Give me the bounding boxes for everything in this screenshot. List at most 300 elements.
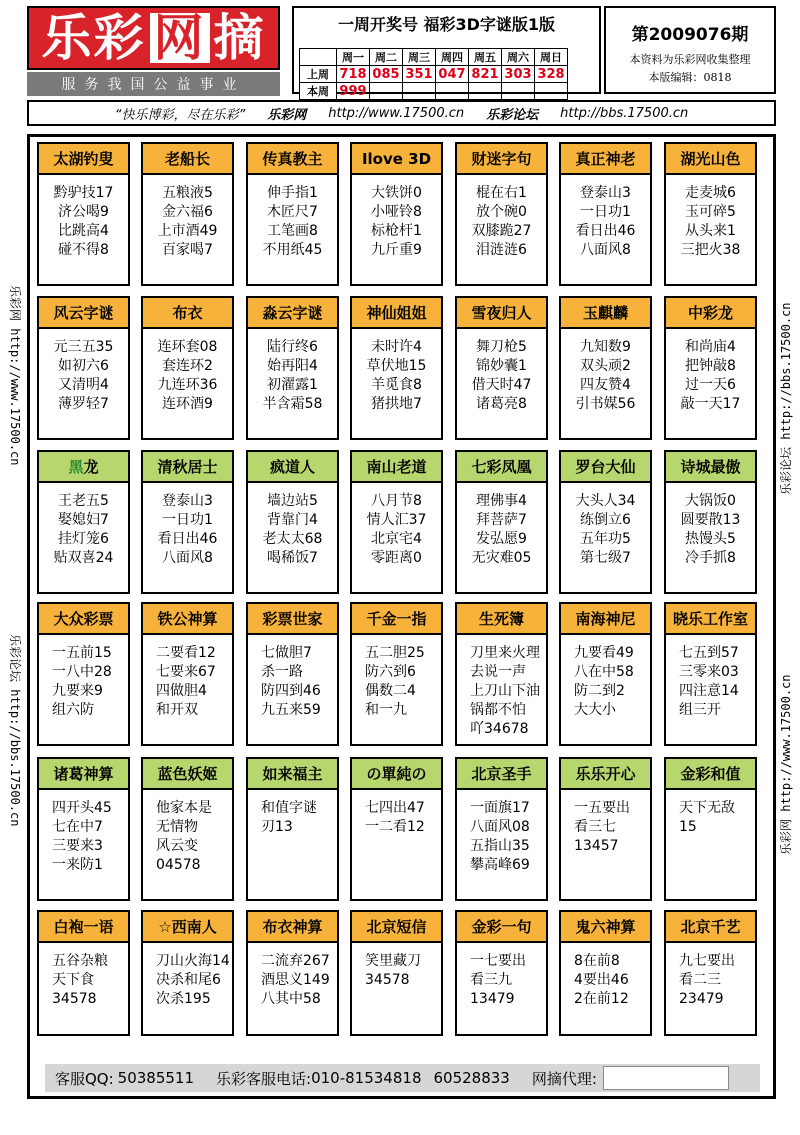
draw-header-row	[300, 49, 568, 66]
tip-line: 锦妙囊1	[476, 358, 527, 374]
tip-line: 背靠门4	[267, 512, 318, 528]
tip-cell	[455, 757, 548, 901]
tip-cell	[246, 910, 339, 1036]
tip-author: 风云字谜	[39, 298, 128, 329]
tip-line: 放个碗0	[476, 204, 527, 220]
tip-line: 喝稀饭7	[267, 550, 318, 566]
tip-cell	[559, 142, 652, 286]
day-header: 周五	[469, 49, 502, 66]
tip-line: 八在中58	[574, 664, 634, 680]
tip-line: 无灾难05	[471, 550, 532, 566]
tip-line: 五年功5	[580, 531, 631, 547]
tip-line: 风云变	[156, 838, 198, 854]
tip-cell	[37, 910, 130, 1036]
tip-line: 四注意14	[679, 683, 739, 699]
tip-line: 热馒头5	[685, 531, 736, 547]
tip-author: ☆西南人	[143, 912, 232, 943]
tip-lines	[39, 329, 128, 414]
tip-line: 理佛事4	[476, 493, 527, 509]
tip-line: 零距离0	[371, 550, 422, 566]
tip-lines	[666, 790, 755, 837]
tip-author: 北京千艺	[666, 912, 755, 943]
tip-line: 元三五35	[53, 339, 114, 355]
agent-label: 网摘代理:	[531, 1069, 597, 1088]
tip-author: 诗城最傲	[666, 452, 755, 483]
tip-line: 贴双喜24	[53, 550, 114, 566]
day-header: 周一	[337, 49, 370, 66]
issue-box	[604, 6, 776, 94]
tip-author: 彩票世家	[248, 604, 337, 635]
tip-line: 九要来9	[52, 683, 103, 699]
tip-author: 神仙姐姐	[352, 298, 441, 329]
tip-lines	[143, 329, 232, 414]
tip-author: 清秋居士	[143, 452, 232, 483]
tip-line: 草伏地15	[366, 358, 427, 374]
tip-lines	[352, 329, 441, 414]
tip-line: 看三七	[574, 819, 616, 835]
draw-number: 718	[337, 66, 370, 83]
tip-line: 上市酒49	[157, 223, 218, 239]
tip-line: 九知数9	[580, 339, 631, 355]
tip-line: 大铁饼0	[371, 185, 422, 201]
tip-lines	[666, 943, 755, 1009]
tip-cell	[37, 142, 130, 286]
tip-lines	[248, 790, 337, 837]
tip-lines	[143, 483, 232, 568]
tip-cell	[664, 602, 757, 746]
tip-line: 连环套08	[157, 339, 218, 355]
tip-line: 八面风08	[470, 819, 530, 835]
tip-line: 无情物	[156, 819, 198, 835]
row-label-last-week: 上周	[300, 66, 337, 83]
tip-author: の單純の	[352, 759, 441, 790]
tip-line: 一二看12	[365, 819, 425, 835]
tip-line: 又清明4	[58, 377, 109, 393]
corner-cell	[300, 49, 337, 66]
tip-line: 刀里来火理	[470, 645, 540, 661]
tip-lines	[352, 943, 441, 990]
tip-line: 一面旗17	[470, 800, 530, 816]
tip-lines	[457, 635, 546, 739]
tip-line: 和一九	[365, 702, 407, 718]
tip-lines	[561, 483, 650, 568]
tip-line: 一五前15	[52, 645, 112, 661]
tip-lines	[143, 790, 232, 875]
tip-line: 组六防	[52, 702, 94, 718]
tip-cell	[350, 757, 443, 901]
draw-number: 821	[469, 66, 502, 83]
tip-line: 五指山35	[470, 838, 530, 854]
tip-line: 4要出46	[574, 972, 629, 988]
tip-lines	[666, 175, 755, 260]
url-bar	[27, 100, 776, 126]
last-week-row	[300, 66, 568, 83]
tip-cell	[350, 450, 443, 594]
qq-number: 50385511	[117, 1069, 195, 1087]
tip-lines	[457, 483, 546, 568]
tip-line: 吖34678	[470, 721, 529, 737]
tip-cell	[141, 142, 234, 286]
tip-line: 15	[679, 819, 697, 835]
tip-line: 刃13	[261, 819, 293, 835]
tip-author: 白袍一语	[39, 912, 128, 943]
tip-author: 晓乐工作室	[666, 604, 755, 635]
tip-cell	[141, 757, 234, 901]
tip-line: 木匠尺7	[267, 204, 318, 220]
tip-lines	[39, 175, 128, 260]
tip-line: 二流弃267	[261, 953, 330, 969]
draw-number	[469, 83, 502, 100]
tip-line: 金六福6	[162, 204, 213, 220]
tip-line: 上刀山下油	[470, 683, 540, 699]
tip-line: 防二到2	[574, 683, 625, 699]
tip-author	[39, 452, 128, 483]
tip-cell	[664, 910, 757, 1036]
logo-char-3: 网	[148, 11, 212, 65]
tip-line: 九连环36	[157, 377, 218, 393]
tip-lines	[143, 635, 232, 720]
tip-author: 疯道人	[248, 452, 337, 483]
tip-lines	[561, 943, 650, 1009]
tip-lines	[352, 483, 441, 568]
draw-number: 999	[337, 83, 370, 100]
draw-number: 303	[502, 66, 535, 83]
tip-line: 二要看12	[156, 645, 216, 661]
tip-line: 决杀和尾6	[156, 972, 221, 988]
tip-line: 防六到6	[365, 664, 416, 680]
tip-line: 练倒立6	[580, 512, 631, 528]
tip-line: 五谷杂粮	[52, 953, 108, 969]
tip-cell	[455, 142, 548, 286]
source-note: 本资料为乐彩网收集整理	[629, 53, 751, 66]
tip-cell	[350, 142, 443, 286]
site-link[interactable]: http://www.17500.cn	[328, 105, 465, 121]
tip-line: 大大小	[574, 702, 616, 718]
tip-line: 九七要出	[679, 953, 735, 969]
phone-label: 乐彩客服电话:	[216, 1069, 312, 1088]
tip-cell	[141, 450, 234, 594]
draw-number: 085	[370, 66, 403, 83]
tip-cell	[455, 602, 548, 746]
draw-number	[502, 83, 535, 100]
phone-number-2: 60528833	[433, 1069, 510, 1087]
tip-line: 和值字谜	[261, 800, 317, 816]
tip-cell	[37, 757, 130, 901]
tip-lines	[143, 175, 232, 260]
tip-line: 锅都不怕	[470, 702, 526, 718]
footer-bar	[45, 1064, 760, 1092]
logo-char-2: 彩	[93, 8, 146, 67]
tip-cell	[664, 142, 757, 286]
tip-line: 济公喝9	[58, 204, 109, 220]
tip-lines	[561, 790, 650, 856]
draw-number	[436, 83, 469, 100]
tip-line: 九要看49	[574, 645, 634, 661]
tip-author: 玉麒麟	[561, 298, 650, 329]
tip-line: 04578	[156, 857, 201, 873]
tip-line: 大锅饭0	[685, 493, 736, 509]
tip-line: 伸手指1	[267, 185, 318, 201]
tip-author: 湖光山色	[666, 144, 755, 175]
tip-line: 看日出46	[157, 531, 218, 547]
tip-line: 13457	[574, 838, 619, 854]
day-header: 周二	[370, 49, 403, 66]
tip-cell	[559, 757, 652, 901]
logo-char-4: 摘	[213, 8, 266, 67]
side-text-right-bottom: 乐彩网 http://www.17500.cn	[779, 674, 793, 855]
tip-line: 百家喝7	[162, 242, 213, 258]
tip-lines	[248, 943, 337, 1009]
tip-author: 乐乐开心	[561, 759, 650, 790]
tip-cell	[350, 910, 443, 1036]
draw-number: 328	[535, 66, 568, 83]
row-label-this-week: 本周	[300, 83, 337, 100]
tip-line: 七做胆7	[261, 645, 312, 661]
tip-cell	[664, 296, 757, 440]
day-header: 周四	[436, 49, 469, 66]
tip-author: 南海神尼	[561, 604, 650, 635]
tip-line: 九五来59	[261, 702, 321, 718]
tip-cell	[664, 757, 757, 901]
tip-line: 34578	[365, 972, 410, 988]
tip-author: 传真教主	[248, 144, 337, 175]
tip-line: 34578	[52, 991, 97, 1007]
tip-line: 四开头45	[52, 800, 112, 816]
tip-line: 羊觅食8	[371, 377, 422, 393]
site-label: 乐彩网	[267, 107, 307, 123]
draw-number	[403, 83, 436, 100]
tip-line: 棍在右1	[476, 185, 527, 201]
tip-lines	[248, 635, 337, 720]
tip-line: 标枪杆1	[371, 223, 422, 239]
tip-line: 和尚庙4	[685, 339, 736, 355]
tip-lines	[352, 635, 441, 720]
tip-author: 鬼六神算	[561, 912, 650, 943]
tip-line: 四做胆4	[156, 683, 207, 699]
day-header: 周三	[403, 49, 436, 66]
tip-line: 登泰山3	[162, 493, 213, 509]
forum-label: 乐彩论坛	[486, 107, 539, 123]
tip-line: 一五要出	[574, 800, 630, 816]
tip-lines	[457, 790, 546, 875]
tip-author: 生死簿	[457, 604, 546, 635]
tip-cell	[455, 450, 548, 594]
tip-lines	[457, 943, 546, 1009]
tip-line: 九斤重9	[371, 242, 422, 258]
draw-number: 351	[403, 66, 436, 83]
tip-cell	[559, 296, 652, 440]
tip-line: 陆行终6	[267, 339, 318, 355]
tip-line: 始再阳4	[267, 358, 318, 374]
tip-line: 舞刀枪5	[476, 339, 527, 355]
tip-line: 猪拱地7	[371, 396, 422, 412]
tip-line: 未时许4	[371, 339, 422, 355]
draw-number: 047	[436, 66, 469, 83]
tip-line: 五粮液5	[162, 185, 213, 201]
tip-lines	[561, 175, 650, 260]
tip-line: 挂灯笼6	[58, 531, 109, 547]
tip-line: 从头来1	[685, 223, 736, 239]
logo	[27, 6, 280, 70]
tip-line: 双膝跪27	[471, 223, 532, 239]
tip-line: 薄罗轻7	[58, 396, 109, 412]
tip-line: 三把火38	[680, 242, 741, 258]
tip-line: 13479	[470, 991, 515, 1007]
tip-line: 看三九	[470, 972, 512, 988]
tip-author: Ilove 3D	[352, 144, 441, 175]
tip-line: 拜菩萨7	[476, 512, 527, 528]
tip-author: 雪夜归人	[457, 298, 546, 329]
tip-lines	[143, 943, 232, 1009]
tip-line: 不用纸45	[262, 242, 323, 258]
side-text-left-top: 乐彩网 http://www.17500.cn	[8, 285, 22, 466]
tip-line: 七要来67	[156, 664, 216, 680]
tip-line: 过一天6	[685, 377, 736, 393]
tip-cell	[37, 450, 130, 594]
tip-author-part: 黑	[68, 458, 84, 476]
tip-line: 第七级7	[580, 550, 631, 566]
tip-line: 老太太68	[262, 531, 323, 547]
tip-line: 一日功1	[162, 512, 213, 528]
tip-lines	[666, 635, 755, 720]
tip-line: 走麦城6	[685, 185, 736, 201]
tip-line: 杀一路	[261, 664, 303, 680]
tip-cell	[37, 296, 130, 440]
tip-cell	[246, 757, 339, 901]
tip-author-part: 龙	[83, 458, 99, 476]
tip-cell	[246, 450, 339, 594]
tip-author: 南山老道	[352, 452, 441, 483]
tip-author: 罗台大仙	[561, 452, 650, 483]
tip-lines	[248, 483, 337, 568]
tip-line: 一来防1	[52, 857, 103, 873]
tip-author: 布衣	[143, 298, 232, 329]
logo-char-1: 乐	[41, 8, 94, 67]
tip-author: 老船长	[143, 144, 232, 175]
tip-cell	[455, 910, 548, 1036]
day-header: 周六	[502, 49, 535, 66]
tip-author: 诸葛神算	[39, 759, 128, 790]
tip-line: 八面风8	[162, 550, 213, 566]
tip-line: 娶媳妇7	[58, 512, 109, 528]
issue-number: 第2009076期	[631, 25, 749, 45]
tip-line: 八面风8	[580, 242, 631, 258]
tip-line: 偶数二4	[365, 683, 416, 699]
tip-cell	[141, 296, 234, 440]
tip-lines	[561, 635, 650, 720]
tip-line: 8在前8	[574, 953, 620, 969]
tip-lines	[39, 483, 128, 568]
day-header: 周日	[535, 49, 568, 66]
tip-line: 敲一天17	[680, 396, 741, 412]
draw-number	[535, 83, 568, 100]
tip-author: 七彩凤凰	[457, 452, 546, 483]
tip-line: 借天时47	[471, 377, 532, 393]
tip-line: 七四出47	[365, 800, 425, 816]
tip-lines	[248, 329, 337, 414]
side-text-right-top: 乐彩论坛 http://bbs.17500.cn	[779, 302, 793, 495]
tip-author: 太湖钓叟	[39, 144, 128, 175]
tip-line: 登泰山3	[580, 185, 631, 201]
tip-cell	[664, 450, 757, 594]
tip-line: 小哑铃8	[371, 204, 422, 220]
tip-cell	[350, 602, 443, 746]
tip-line: 他家本是	[156, 800, 212, 816]
forum-link[interactable]: http://bbs.17500.cn	[560, 105, 689, 121]
tip-line: 一八中28	[52, 664, 112, 680]
slogan: 服务我国公益事业	[27, 72, 280, 96]
tip-cell	[141, 602, 234, 746]
tip-line: 冷手抓8	[685, 550, 736, 566]
tip-line: 七在中7	[52, 819, 103, 835]
tip-lines	[561, 329, 650, 414]
tip-line: 王老五5	[58, 493, 109, 509]
draw-results-table	[299, 48, 568, 100]
tip-line: 防四到46	[261, 683, 321, 699]
tip-line: 把钟敲8	[685, 358, 736, 374]
tip-line: 三要来3	[52, 838, 103, 854]
tip-line: 笑里藏刀	[365, 953, 421, 969]
tip-line: 发弘愿9	[476, 531, 527, 547]
tip-lines	[39, 635, 128, 720]
tip-line: 天下无敌	[679, 800, 735, 816]
tip-line: 看日出46	[575, 223, 636, 239]
tip-lines	[666, 483, 755, 568]
tip-line: 黔驴技17	[53, 185, 114, 201]
tip-cell	[455, 296, 548, 440]
tip-lines	[666, 329, 755, 414]
tip-lines	[352, 790, 441, 837]
tip-line: 23479	[679, 991, 724, 1007]
tip-cell	[350, 296, 443, 440]
tip-line: 诸葛亮8	[476, 396, 527, 412]
tip-lines	[457, 175, 546, 260]
this-week-row	[300, 83, 568, 100]
tip-lines	[457, 329, 546, 414]
tip-line: 八其中58	[261, 991, 321, 1007]
tip-cell	[559, 450, 652, 594]
tip-line: 墙边站5	[267, 493, 318, 509]
tip-line: 引书媒56	[575, 396, 636, 412]
tip-line: 组三开	[679, 702, 721, 718]
tip-line: 2在前12	[574, 991, 629, 1007]
tip-line: 次杀195	[156, 991, 211, 1007]
agent-blank-field	[603, 1066, 729, 1090]
tip-line: 一日功1	[580, 204, 631, 220]
tip-author: 金彩一句	[457, 912, 546, 943]
tip-cell	[559, 602, 652, 746]
tip-lines	[248, 175, 337, 260]
motto: “快乐博彩，尽在乐彩”	[114, 107, 246, 123]
tip-cell	[246, 296, 339, 440]
tip-line: 情人汇37	[366, 512, 427, 528]
tip-author: 北京圣手	[457, 759, 546, 790]
tip-author: 大众彩票	[39, 604, 128, 635]
tip-line: 一七要出	[470, 953, 526, 969]
tip-line: 攀高峰69	[470, 857, 530, 873]
tip-author: 如来福主	[248, 759, 337, 790]
tip-line: 初濯露1	[267, 377, 318, 393]
tip-author: 淼云字谜	[248, 298, 337, 329]
tip-line: 看二三	[679, 972, 721, 988]
draw-title: 一周开奖号 福彩3D字谜版1版	[337, 15, 556, 34]
tip-line: 三零来03	[679, 664, 739, 680]
tip-cell	[246, 142, 339, 286]
tip-line: 工笔画8	[267, 223, 318, 239]
tip-line: 半含霜58	[262, 396, 323, 412]
tip-line: 五二胆25	[365, 645, 425, 661]
draw-number	[370, 83, 403, 100]
